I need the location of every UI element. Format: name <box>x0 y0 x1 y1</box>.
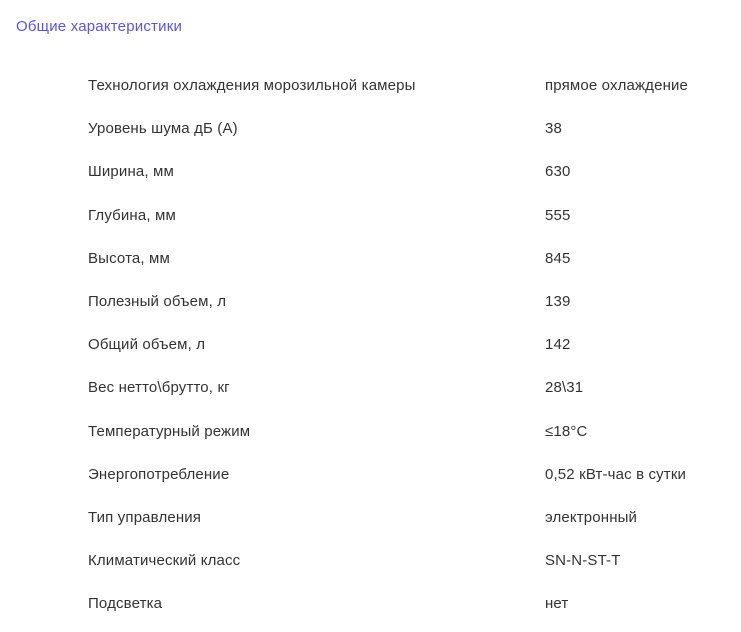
spec-label: Энергопотребление <box>88 465 230 483</box>
spec-value: ≤18°C <box>545 422 588 440</box>
spec-label: Ширина, мм <box>88 163 174 181</box>
spec-value: 139 <box>545 293 571 311</box>
spec-row <box>88 496 741 539</box>
spec-row <box>88 280 741 323</box>
spec-row <box>88 453 741 496</box>
spec-row <box>88 410 741 453</box>
spec-table <box>88 64 741 625</box>
spec-row <box>88 366 741 409</box>
spec-value: 845 <box>545 249 571 267</box>
spec-value: 38 <box>545 120 562 138</box>
spec-label: Общий объем, л <box>88 336 206 354</box>
spec-value: нет <box>545 595 569 613</box>
spec-value: 555 <box>545 206 571 224</box>
spec-row <box>88 237 741 280</box>
spec-row <box>88 107 741 150</box>
spec-row <box>88 323 741 366</box>
spec-value: SN-N-ST-T <box>545 552 621 570</box>
spec-label: Вес нетто\брутто, кг <box>88 379 230 397</box>
spec-row <box>88 150 741 193</box>
spec-label: Уровень шума дБ (А) <box>88 120 238 138</box>
spec-label: Климатический класс <box>88 552 241 570</box>
spec-row <box>88 539 741 582</box>
spec-value: 142 <box>545 336 571 354</box>
spec-row <box>88 194 741 237</box>
spec-value: 0,52 кВт-час в сутки <box>545 465 687 483</box>
spec-label: Температурный режим <box>88 422 251 440</box>
section-title-link[interactable]: Общие характеристики <box>16 18 183 35</box>
spec-value: прямое охлаждение <box>545 77 689 95</box>
spec-label: Подсветка <box>88 595 163 613</box>
spec-value: 28\31 <box>545 379 584 397</box>
spec-row <box>88 64 741 107</box>
spec-label: Высота, мм <box>88 249 170 267</box>
spec-value: электронный <box>545 508 638 526</box>
spec-label: Технология охлаждения морозильной камеры <box>88 77 416 95</box>
spec-value: 630 <box>545 163 571 181</box>
spec-row <box>88 582 741 625</box>
spec-label: Тип управления <box>88 508 202 526</box>
spec-label: Полезный объем, л <box>88 293 227 311</box>
spec-label: Глубина, мм <box>88 206 176 224</box>
